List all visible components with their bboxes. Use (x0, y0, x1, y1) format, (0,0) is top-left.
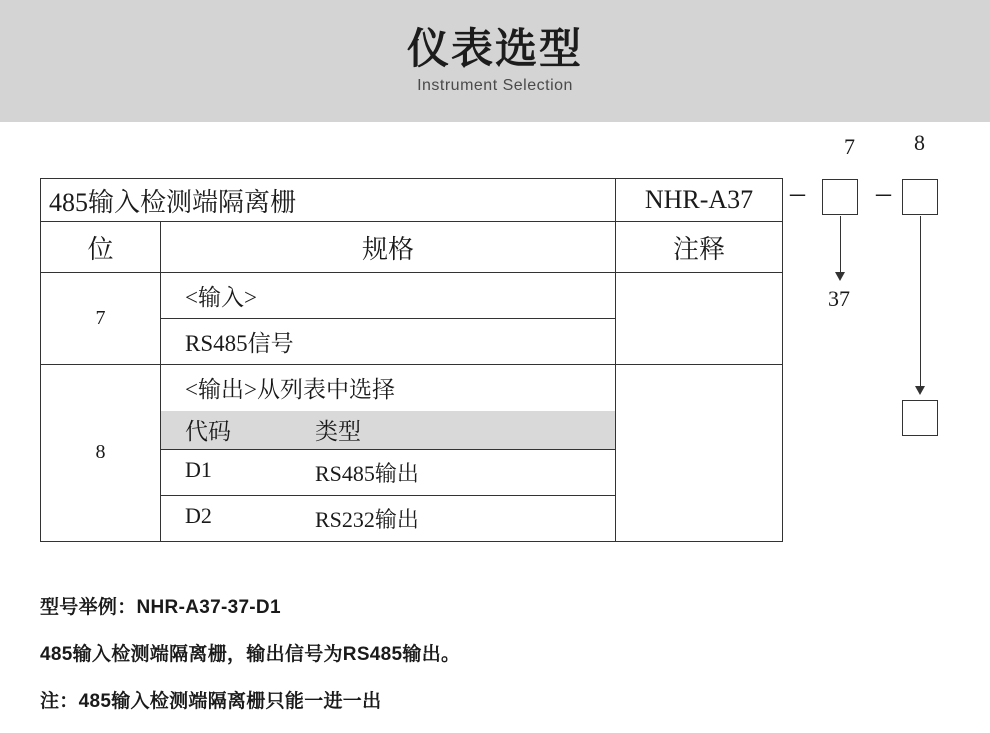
selection-table (40, 178, 783, 542)
option-code-d2: D2 (185, 502, 212, 528)
diagram-arrow-7 (835, 272, 845, 281)
table-row (41, 273, 783, 319)
spec-input-title: <输入> (161, 273, 616, 319)
page-title: 仪表选型 (406, 24, 583, 72)
table-row (41, 222, 783, 273)
option-header-row (161, 411, 616, 450)
diagram-separator-2: – (876, 176, 891, 209)
option-type-d1: RS485输出 (315, 460, 419, 486)
column-header-note: 注释 (616, 222, 783, 273)
spec-rs485-signal: RS485信号 (161, 319, 616, 365)
product-name: 485输入检测端隔离栅 (41, 179, 616, 222)
column-header-spec: 规格 (161, 222, 616, 273)
diagram-box-8[interactable] (902, 179, 938, 215)
page-content (0, 122, 990, 727)
selection-table-wrapper (40, 178, 782, 542)
column-header-position: 位 (41, 222, 161, 273)
position-8: 8 (41, 365, 161, 542)
option-row-d1 (161, 449, 616, 495)
page-header (0, 0, 990, 122)
diagram-line-8 (920, 216, 921, 388)
note-example-title: 型号举例：NHR-A37-37-D1 (40, 597, 281, 618)
notes-section (40, 592, 940, 733)
table-row (41, 365, 783, 411)
option-header-type: 类型 (315, 419, 361, 444)
diagram-arrow-8 (915, 386, 925, 395)
table-row (41, 179, 783, 222)
position-7: 7 (41, 273, 161, 365)
diagram-box-7[interactable] (822, 179, 858, 215)
spec-output-title: <输出>从列表中选择 (161, 365, 616, 411)
option-header-code: 代码 (185, 419, 231, 444)
note-example-description: 485输入检测端隔离栅，输出信号为RS485输出。 (40, 644, 461, 665)
note-cell-8 (616, 365, 783, 542)
option-code-d1: D1 (185, 456, 212, 482)
diagram-label-7: 7 (844, 134, 855, 159)
diagram-value-box-8[interactable] (902, 400, 938, 436)
diagram-value-7: 37 (828, 286, 850, 311)
option-type-d2: RS232输出 (315, 506, 419, 532)
option-row-d2 (161, 495, 616, 541)
note-remark: 注：485输入检测端隔离栅只能一进一出 (40, 691, 382, 712)
diagram-separator-1: – (790, 176, 805, 209)
diagram-label-8: 8 (914, 130, 925, 155)
diagram-line-7 (840, 216, 841, 274)
page-subtitle: Instrument Selection (417, 77, 573, 95)
model-code: NHR-A37 (616, 179, 783, 222)
note-cell-7 (616, 273, 783, 365)
